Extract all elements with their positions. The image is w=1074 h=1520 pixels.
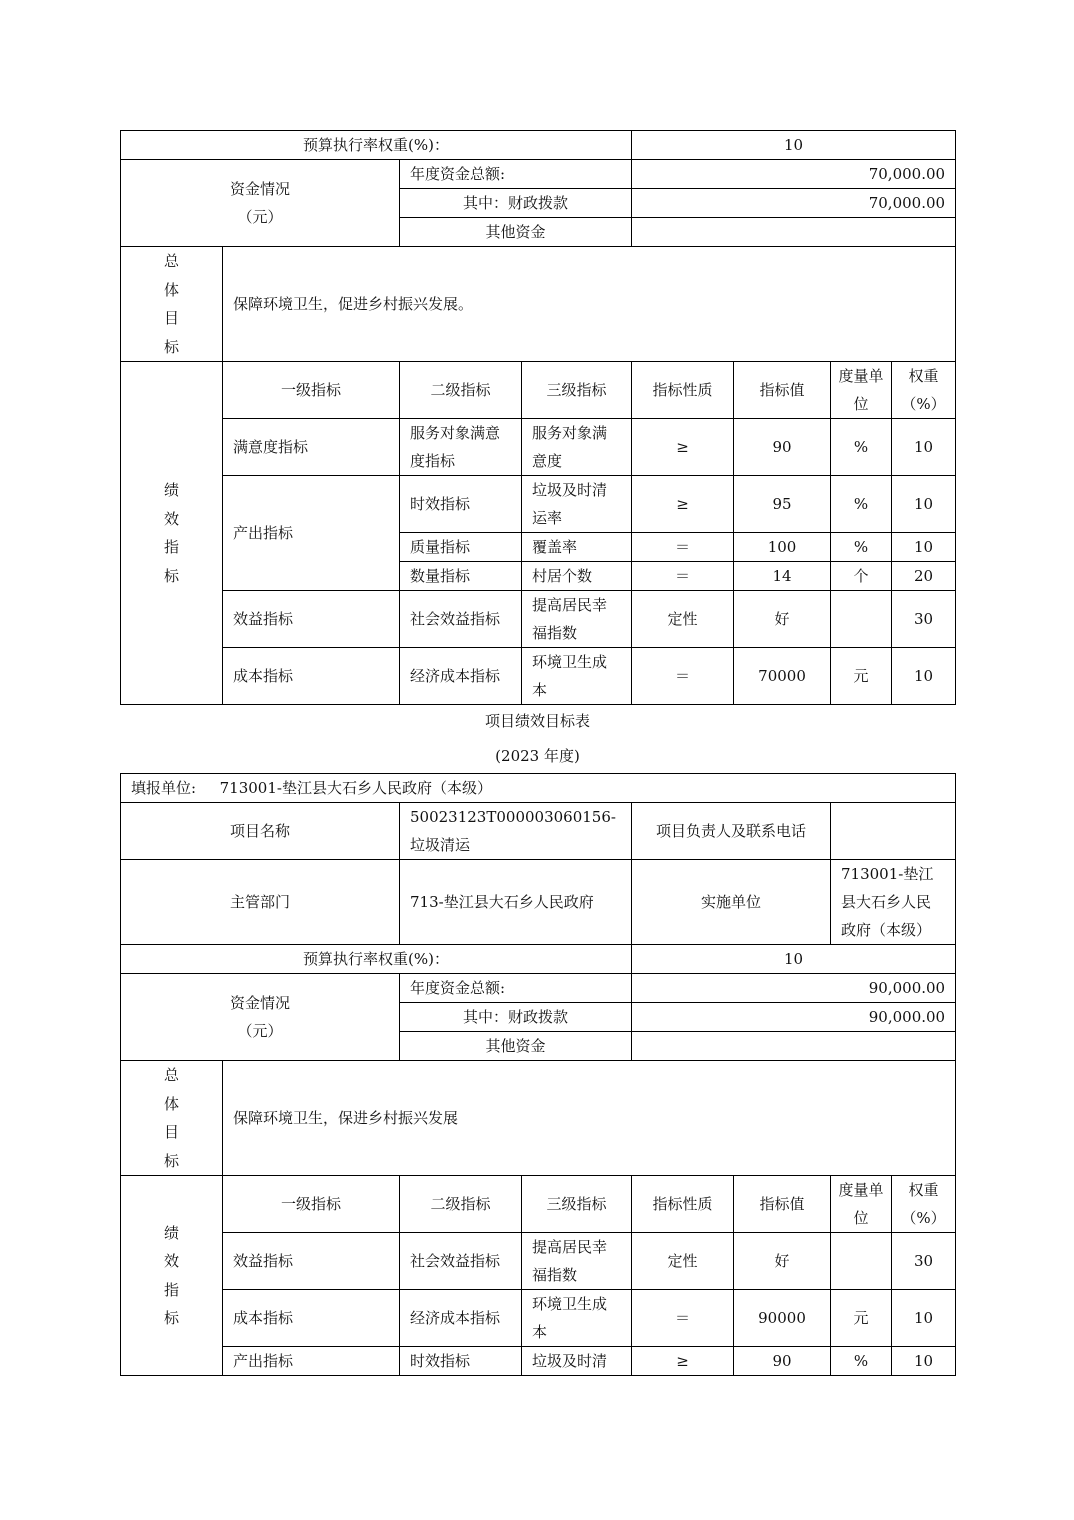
fiscal-value: 90,000.00 (632, 1003, 956, 1032)
budget-rate-label: 预算执行率权重(%)： (121, 131, 632, 160)
fiscal-label: 其中：财政拨款 (400, 189, 632, 218)
annual-total-label: 年度资金总额: (400, 160, 632, 189)
other-funds-value (632, 218, 956, 247)
project-name-label: 项目名称 (121, 803, 400, 860)
funds-label-line2: （元） (237, 1022, 283, 1040)
budget-rate-value: 10 (632, 131, 956, 160)
funds-label-line2: （元） (237, 208, 283, 226)
other-funds-label: 其他资金 (400, 218, 632, 247)
performance-indicator-label: 绩 效 指 标 (121, 362, 223, 705)
reporting-unit (121, 774, 956, 803)
table-row: 效益指标 社会效益指标 提高居民幸福指数 定性 好 30 (121, 1233, 956, 1290)
contact-label: 项目负责人及联系电话 (632, 803, 831, 860)
reporting-unit-label: 填报单位: (131, 779, 197, 797)
overall-goal-label: 总 体 目 标 (121, 1061, 223, 1176)
header-level2: 二级指标 (400, 1176, 522, 1233)
header-level1: 一级指标 (223, 362, 400, 419)
budget-rate-label: 预算执行率权重(%)： (121, 945, 632, 974)
performance-table-2 (120, 773, 956, 1376)
header-value: 指标值 (734, 362, 831, 419)
table-row: 产出指标 时效指标 垃圾及时清 ≥ 90 % 10 (121, 1347, 956, 1376)
header-level1: 一级指标 (223, 1176, 400, 1233)
overall-goal-text: 保障环境卫生，保进乡村振兴发展 (223, 1061, 956, 1176)
performance-indicator-label: 绩 效 指 标 (121, 1176, 223, 1376)
annual-total-value: 90,000.00 (632, 974, 956, 1003)
table-row: 质量指标 覆盖率 ＝ 100 % 10 (121, 533, 956, 562)
fiscal-value: 70,000.00 (632, 189, 956, 218)
header-unit: 度量单位 (831, 1176, 892, 1233)
other-funds-value (632, 1032, 956, 1061)
table-row: 产出指标 时效指标 垃圾及时清运率 ≥ 95 % 10 (121, 476, 956, 533)
performance-table-1 (120, 130, 956, 705)
table-row: 成本指标 经济成本指标 环境卫生成本 ＝ 90000 元 10 (121, 1290, 956, 1347)
table-year: (2023 年度) (495, 747, 580, 765)
funds-label (121, 160, 400, 247)
header-level3: 三级指标 (522, 1176, 632, 1233)
dept-label: 主管部门 (121, 860, 400, 945)
table-row: 效益指标 社会效益指标 提高居民幸福指数 定性 好 30 (121, 591, 956, 648)
impl-unit-value: 713001-垫江县大石乡人民政府（本级） (831, 860, 956, 945)
impl-unit-label: 实施单位 (632, 860, 831, 945)
header-level3: 三级指标 (522, 362, 632, 419)
table-row: 数量指标 村居个数 ＝ 14 个 20 (121, 562, 956, 591)
header-weight: 权重（%） (892, 362, 956, 419)
header-unit: 度量单位 (831, 362, 892, 419)
dept-value: 713-垫江县大石乡人民政府 (400, 860, 632, 945)
annual-total-value: 70,000.00 (632, 160, 956, 189)
contact-value (831, 803, 956, 860)
header-weight: 权重（%） (892, 1176, 956, 1233)
overall-goal-text: 保障环境卫生，促进乡村振兴发展。 (223, 247, 956, 362)
funds-label-line1: 资金情况 (229, 994, 290, 1012)
funds-label-line1: 资金情况 (229, 180, 290, 198)
other-funds-label: 其他资金 (400, 1032, 632, 1061)
annual-total-label: 年度资金总额: (400, 974, 632, 1003)
funds-label (121, 974, 400, 1061)
table-title: 项目绩效目标表 (484, 712, 590, 730)
overall-goal-label: 总 体 目 标 (121, 247, 223, 362)
reporting-unit-value: 713001-垫江县大石乡人民政府（本级） (219, 779, 492, 797)
table-row: 满意度指标 服务对象满意度指标 服务对象满意度 ≥ 90 % 10 (121, 419, 956, 476)
project-name-value: 50023123T000003060156-垃圾清运 (400, 803, 632, 860)
header-level2: 二级指标 (400, 362, 522, 419)
header-nature: 指标性质 (632, 1176, 734, 1233)
fiscal-label: 其中：财政拨款 (400, 1003, 632, 1032)
header-value: 指标值 (734, 1176, 831, 1233)
table-row: 成本指标 经济成本指标 环境卫生成本 ＝ 70000 元 10 (121, 648, 956, 705)
header-nature: 指标性质 (632, 362, 734, 419)
budget-rate-value: 10 (632, 945, 956, 974)
